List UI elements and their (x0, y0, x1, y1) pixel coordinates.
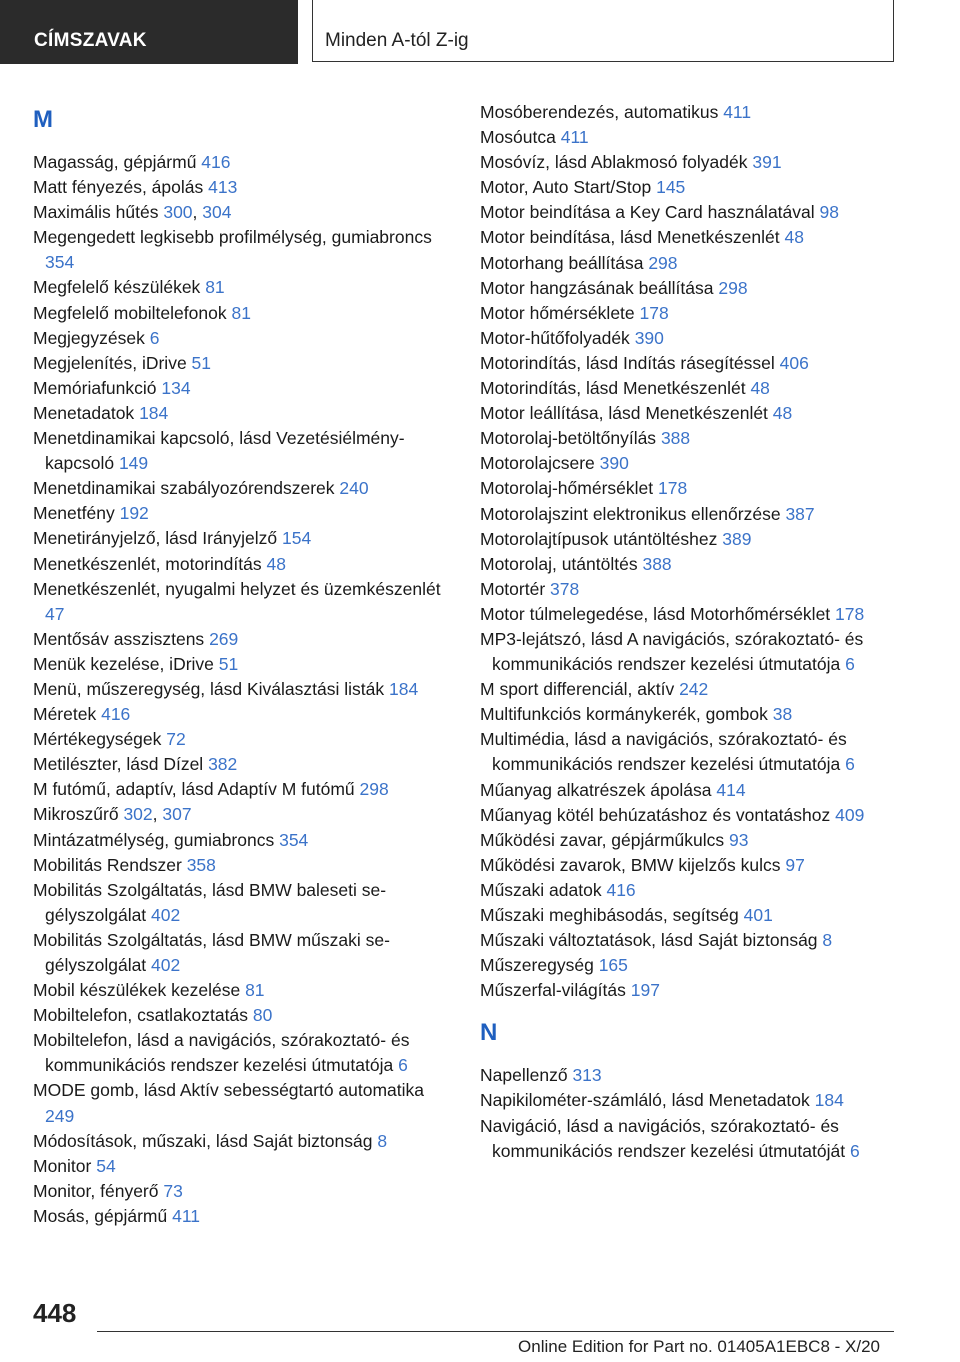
entry-term: Motortér (480, 578, 546, 599)
page-link[interactable]: 298 (718, 277, 748, 298)
index-entry (480, 326, 910, 351)
entry-term: Motor-hűtőfolyadék (480, 327, 630, 348)
page-link[interactable]: 197 (630, 980, 660, 1001)
index-entry (33, 928, 453, 978)
entry-term: Motor túlmelegedése, lásd Motorhőmérséklet (480, 603, 831, 624)
index-entry (480, 1088, 910, 1113)
index-entry (33, 577, 453, 627)
entry-term: Multimédia, lásd a navigációs, szórakoztató- és kommunikációs rendszer kezelési útmutatója (480, 729, 847, 775)
entry-term: Maximális hűtés (33, 202, 159, 223)
entry-list-n (480, 1063, 910, 1163)
page-link[interactable]: 402 (151, 904, 181, 925)
edition-text: Online Edition for Part no. 01405A1EBC8 - X/20 (518, 1337, 880, 1356)
page-link[interactable]: 48 (266, 553, 286, 574)
page-link[interactable]: 354 (45, 252, 75, 273)
entry-term: Monitor (33, 1155, 92, 1176)
index-entry (33, 702, 453, 727)
page-link[interactable]: 302 (123, 804, 153, 825)
page-link[interactable]: 269 (209, 628, 239, 649)
entry-term: Navigáció, lásd a navigációs, szórakoztató- és kommunikációs rendszer kezelési útmutatóját (480, 1115, 846, 1161)
chapter-title: Minden A-tól Z-ig (325, 30, 469, 51)
entry-term: Motor beindítása a Key Card használatával (480, 202, 815, 223)
index-entry (33, 501, 453, 526)
index-entry (33, 777, 453, 802)
index-entry (33, 376, 453, 401)
entry-term: Motorhang beállítása (480, 252, 644, 273)
page-link[interactable]: 80 (252, 1005, 273, 1026)
entry-term: Mobiltelefon, csatlakoztatás (33, 1005, 248, 1026)
page-link[interactable]: 388 (642, 553, 672, 574)
index-entry (33, 351, 453, 376)
index-entry (33, 978, 453, 1003)
entry-term: Motorolaj-hőmérséklet (480, 478, 654, 499)
page-link[interactable]: 81 (231, 302, 251, 323)
entry-term: Mobiltelefon, lásd a navigációs, szórakoztató- és kommunikációs rendszer kezelési útmutatója (33, 1030, 410, 1076)
page-link[interactable]: 414 (716, 779, 746, 800)
page-link[interactable]: 411 (560, 127, 589, 148)
index-entry (33, 652, 453, 677)
entry-term: Motorolaj-betöltőnyílás (480, 428, 657, 449)
index-entry (480, 527, 910, 552)
index-entry (480, 276, 910, 301)
index-entry (480, 225, 910, 250)
entry-term: M futómű, adaptív, lásd Adaptív M futómű (33, 779, 355, 800)
entry-term: Menetirányjelző, lásd Irányjelző (33, 528, 278, 549)
entry-term: Mobilitás Szolgáltatás, lásd BMW baleseti segélyszolgálat (33, 879, 387, 925)
page-link[interactable]: 93 (729, 829, 749, 850)
index-entry (33, 727, 453, 752)
page-link[interactable]: 6 (849, 1140, 860, 1161)
entry-term: Mértékegységek (33, 729, 162, 750)
page-link[interactable]: 358 (186, 854, 216, 875)
index-entry (33, 752, 453, 777)
entry-term: Multifunkciós kormánykerék, gombok (480, 704, 768, 725)
entry-list-m-right (480, 100, 910, 1003)
index-entry (480, 502, 910, 527)
entry-term: Módosítások, műszaki, lásd Saját biztonság (33, 1130, 373, 1151)
page-link[interactable]: 387 (785, 503, 815, 524)
entry-term: Mobilitás Szolgáltatás, lásd BMW műszaki segélyszolgálat (33, 929, 390, 975)
index-entry (480, 426, 910, 451)
page-link[interactable]: 249 (45, 1105, 75, 1126)
entry-term: Napikilométer-számláló, lásd Menetadatok (480, 1090, 810, 1111)
index-entry (33, 627, 453, 652)
page-link[interactable]: 390 (599, 453, 629, 474)
index-entry (33, 853, 453, 878)
index-entry (480, 953, 910, 978)
entry-term: M sport differenciál, aktív (480, 679, 675, 700)
page-link[interactable]: 134 (161, 377, 191, 398)
entry-term: Megjelenítés, iDrive (33, 352, 187, 373)
page-link[interactable]: 184 (139, 402, 169, 423)
index-entry (480, 125, 910, 150)
footer-edition (100, 1337, 880, 1357)
index-entry (33, 526, 453, 551)
entry-term: Napellenző (480, 1065, 568, 1086)
index-entry (33, 1129, 453, 1154)
index-entry (480, 978, 910, 1003)
page-link[interactable]: 48 (772, 403, 793, 424)
entry-term: Menetdinamikai szabályozórendszerek (33, 478, 335, 499)
index-entry (33, 476, 453, 501)
entry-term: Mosás, gépjármű (33, 1205, 168, 1226)
index-entry (480, 451, 910, 476)
entry-term: Mobilitás Rendszer (33, 854, 182, 875)
page-link[interactable]: 6 (845, 654, 855, 675)
entry-term: Motorolajcsere (480, 453, 595, 474)
index-entry (480, 677, 910, 702)
index-entry (33, 1179, 453, 1204)
page-link[interactable]: 378 (550, 578, 580, 599)
page-link[interactable]: 416 (606, 879, 636, 900)
entry-term: Műanyag alkatrészek ápolása (480, 779, 712, 800)
entry-term: Magasság, gépjármű (33, 152, 197, 172)
page-link[interactable]: 97 (785, 854, 805, 875)
index-entry (480, 476, 910, 501)
entry-term: Matt fényezés, ápolás (33, 177, 204, 198)
page-link[interactable]: 416 (101, 704, 131, 725)
section-title: CÍMSZAVAK (34, 30, 147, 51)
section-tab (0, 0, 298, 64)
index-entry (480, 150, 910, 175)
entry-term: Menetfény (33, 503, 115, 524)
page-link[interactable]: 313 (572, 1065, 602, 1086)
index-entry (33, 326, 453, 351)
page-link[interactable]: 307 (162, 804, 192, 825)
page-link[interactable]: 300 (163, 202, 193, 223)
index-entry (480, 928, 910, 953)
entry-term: Menü, műszeregység, lásd Kiválasztási listák (33, 678, 385, 699)
index-entry (480, 878, 910, 903)
page-link[interactable]: 401 (743, 905, 773, 925)
entry-term: MP3-lejátszó, lásd A navigációs, szórakoztató- és kommunikációs rendszer kezelési útmutatója (480, 628, 864, 675)
index-entry (480, 376, 910, 401)
page-link[interactable]: 240 (339, 478, 369, 499)
page-link[interactable]: 38 (772, 704, 793, 725)
index-entry (480, 828, 910, 853)
entry-term: Műszaki változtatások, lásd Saját biztonság (480, 930, 818, 951)
entry-term: Mikroszűrő (33, 804, 119, 825)
entry-term: Metilészter, lásd Dízel (33, 754, 204, 775)
page-link[interactable]: 178 (835, 603, 865, 624)
index-entry (480, 853, 910, 878)
index-entry (480, 702, 910, 727)
entry-term: Megjegyzések (33, 327, 145, 348)
page-link[interactable]: 73 (163, 1180, 183, 1201)
entry-term: Menetkészenlét, nyugalmi helyzet és üzemkészenlét (33, 578, 441, 599)
page-link[interactable]: 51 (218, 653, 239, 674)
entry-term: Mentősáv asszisztens (33, 628, 205, 649)
page-link[interactable]: 47 (45, 603, 65, 624)
entry-term: MODE gomb, lásd Aktív sebességtartó automatika (33, 1080, 425, 1101)
index-entry (33, 150, 453, 175)
index-entry (480, 627, 910, 677)
entry-term: Működési zavar, gépjárműkulcs (480, 829, 725, 850)
page-link[interactable]: 51 (191, 352, 212, 373)
index-entry (33, 1154, 453, 1179)
page-link[interactable]: 8 (377, 1130, 388, 1151)
page-link[interactable]: 178 (658, 478, 688, 499)
index-entry (480, 577, 910, 602)
index-entry (480, 401, 910, 426)
entry-term: Motorindítás, lásd Indítás rásegítéssel (480, 352, 775, 373)
entry-term: Műszaki adatok (480, 879, 602, 900)
page-link[interactable]: 145 (656, 177, 686, 198)
entry-term: Motorolajszint elektronikus ellenőrzése (480, 503, 781, 524)
index-entry (33, 828, 453, 853)
entry-term: Menetadatok (33, 402, 135, 423)
index-entry (33, 1028, 453, 1078)
page-link[interactable]: 298 (648, 252, 678, 273)
page-link[interactable]: 149 (118, 453, 149, 474)
index-entry (480, 200, 910, 225)
index-entry (480, 175, 910, 200)
page-link[interactable]: 54 (96, 1155, 116, 1176)
entry-term: Mosóvíz, lásd Ablakmosó folyadék (480, 152, 748, 173)
index-entry (33, 1204, 453, 1229)
entry-term: Műszeregység (480, 955, 594, 976)
index-entry (33, 401, 453, 426)
index-entry (33, 1003, 453, 1028)
entry-term: Működési zavarok, BMW kijelzős kulcs (480, 854, 781, 875)
page-link[interactable]: 6 (845, 754, 855, 775)
entry-term: Motorolajtípusok utántöltéshez (480, 528, 718, 549)
index-entry (33, 1078, 453, 1128)
entry-term: Megengedett legkisebb profilmélység, gumiabroncs (33, 227, 432, 248)
chapter-tab (312, 0, 894, 62)
page-link[interactable]: 411 (172, 1205, 201, 1226)
index-entry (480, 1063, 910, 1088)
index-entry (480, 602, 910, 627)
page-link[interactable]: 184 (814, 1090, 844, 1111)
index-entry (33, 175, 453, 200)
page-link[interactable]: 98 (819, 202, 839, 223)
index-letter-n: N (480, 1019, 498, 1047)
page-number: 448 (33, 1298, 77, 1328)
index-entry (33, 677, 453, 702)
page-link[interactable]: 416 (201, 152, 231, 172)
page-link[interactable]: 8 (822, 930, 833, 951)
index-entry (480, 803, 910, 828)
index-entry (33, 301, 453, 326)
entry-term: Motorolaj, utántöltés (480, 553, 638, 574)
page-link[interactable]: 391 (752, 152, 782, 173)
footer-rule (97, 1331, 894, 1332)
page-link[interactable]: 48 (784, 227, 804, 248)
page-link[interactable]: 192 (119, 503, 149, 524)
index-entry (480, 351, 910, 376)
entry-term: Memóriafunkció (33, 377, 157, 398)
index-entry (480, 552, 910, 577)
index-entry: Mikroszűrő 302, 307 (33, 804, 192, 825)
page-link[interactable]: 81 (205, 277, 225, 298)
entry-term: Mosóberendezés, automatikus (480, 102, 719, 122)
index-column-right (480, 100, 910, 1164)
page-link[interactable]: 178 (639, 302, 669, 323)
page-link[interactable]: 388 (660, 428, 691, 449)
index-entry (33, 552, 453, 577)
entry-term: Motorindítás, lásd Menetkészenlét (480, 378, 746, 399)
page-link[interactable]: 389 (722, 528, 752, 549)
index-entry (33, 275, 453, 300)
entry-term: Megfelelő mobiltelefonok (33, 302, 227, 323)
index-entry: Maximális hűtés 300, 304 (33, 202, 232, 223)
entry-term: Menetdinamikai kapcsoló, lásd Vezetésiélmény-kapcsoló (33, 428, 405, 474)
page-link[interactable]: 242 (679, 679, 709, 700)
entry-term: Mintázatmélység, gumiabroncs (33, 829, 275, 850)
index-entry (33, 225, 453, 275)
page-link[interactable]: 154 (282, 528, 312, 549)
entry-term: Műszaki meghibásodás, segítség (480, 905, 739, 925)
entry-list-m-left (33, 150, 453, 1229)
index-entry (480, 301, 910, 326)
entry-term: Motor, Auto Start/Stop (480, 177, 652, 198)
index-entry (480, 100, 910, 125)
entry-term: Műanyag kötél behúzatáshoz és vontatáshoz (480, 804, 831, 825)
page-link[interactable]: 413 (208, 177, 238, 198)
entry-term: Motor beindítása, lásd Menetkészenlét (480, 227, 780, 248)
page-link[interactable]: 354 (279, 829, 309, 850)
index-entry (33, 426, 453, 476)
entry-term: Mobil készülékek kezelése (33, 980, 241, 1001)
index-entry (480, 727, 910, 777)
page-link[interactable]: 165 (598, 955, 628, 976)
page-link[interactable]: 72 (166, 729, 186, 750)
index-letter-m: M (33, 106, 53, 133)
page-link[interactable]: 184 (389, 678, 419, 699)
page-link[interactable]: 406 (779, 352, 809, 373)
entry-term: Menetkészenlét, motorindítás (33, 553, 262, 574)
entry-term: Motor hangzásának beállítása (480, 277, 714, 298)
page-link[interactable]: 411 (723, 102, 752, 122)
entry-term: Motor hőmérséklete (480, 302, 635, 323)
entry-term: Méretek (33, 704, 97, 725)
entry-term: Műszerfal-világítás (480, 980, 626, 1001)
entry-term: Menük kezelése, iDrive (33, 653, 214, 674)
entry-term: Megfelelő készülékek (33, 277, 201, 298)
page-link[interactable]: 402 (151, 955, 181, 975)
page-link[interactable]: 6 (398, 1055, 408, 1076)
page-link[interactable]: 390 (634, 327, 664, 348)
index-entry (480, 251, 910, 276)
index-entry (480, 778, 910, 803)
entry-term: Monitor, fényerő (33, 1180, 159, 1201)
page-link[interactable]: 409 (835, 804, 865, 825)
page-link[interactable]: 298 (359, 779, 389, 800)
page-link[interactable]: 6 (149, 327, 160, 348)
entry-term: Motor leállítása, lásd Menetkészenlét (480, 403, 768, 424)
page-link[interactable]: 81 (245, 980, 265, 1001)
index-entry (480, 1114, 910, 1164)
index-entry (480, 903, 910, 928)
index-column-left (33, 100, 453, 1229)
entry-term: Mosóutca (480, 127, 556, 148)
page-link[interactable]: 304 (202, 202, 232, 223)
page-link[interactable]: 48 (750, 378, 770, 399)
index-entry (33, 878, 453, 928)
page-link[interactable]: 382 (208, 754, 238, 775)
